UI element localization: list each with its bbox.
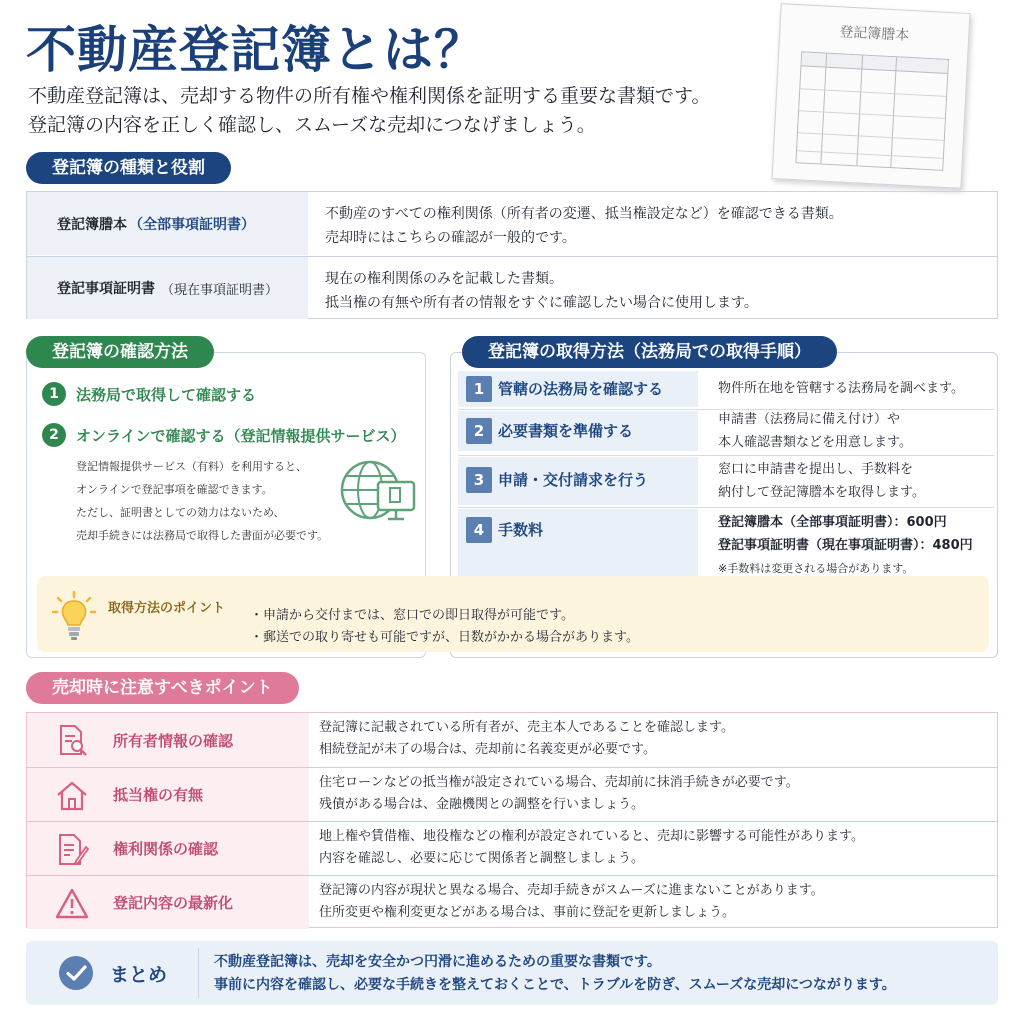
step-description-line: 申請書（法務局に備え付け）や bbox=[718, 412, 901, 427]
caution-description-line: 地上権や賃借権、地役権などの権利が設定されていると、売却に影響する可能性があります。 bbox=[319, 829, 864, 844]
table-row bbox=[27, 713, 997, 767]
check-item-number: 1 bbox=[42, 382, 66, 406]
step-description-line: 納付して登記簿謄本を取得します。 bbox=[718, 485, 925, 500]
type-description-line: 不動産のすべての権利関係（所有者の変遷、抵当権設定など）を確認できる書類。 bbox=[325, 206, 843, 222]
document-illustration-title: 登記簿謄本 bbox=[838, 24, 910, 44]
step-4 bbox=[458, 509, 698, 579]
caution-label: 権利関係の確認 bbox=[113, 840, 219, 858]
type-description-line: 現在の権利関係のみを記載した書類。 bbox=[325, 271, 563, 287]
step-1 bbox=[458, 371, 698, 407]
warning-icon bbox=[55, 887, 89, 921]
caution-description bbox=[319, 880, 824, 924]
caution-description-line: 住所変更や権利変更などがある場合は、事前に登記を更新しましょう。 bbox=[319, 905, 736, 920]
check-item-number: 2 bbox=[42, 423, 66, 447]
caution-description bbox=[319, 717, 734, 761]
table-row bbox=[27, 875, 997, 929]
document-edit-icon bbox=[55, 833, 89, 867]
check-description-line: オンラインで登記事項を確認できます。 bbox=[76, 483, 273, 496]
step-number: 3 bbox=[466, 467, 492, 493]
step-divider bbox=[458, 455, 994, 456]
type-name-main: 登記事項証明書 bbox=[57, 281, 155, 297]
document-grid bbox=[795, 51, 949, 171]
intro-line-2: 登記簿の内容を正しく確認し、スムーズな売却につなげましょう。 bbox=[28, 114, 596, 136]
fee-note: ※手数料は変更される場合があります。 bbox=[718, 562, 914, 575]
type-name-sub: （現在事項証明書） bbox=[161, 282, 279, 298]
step-number: 4 bbox=[466, 517, 492, 543]
type-name-sub: （全部事項証明書） bbox=[129, 216, 255, 233]
step-number: 1 bbox=[466, 376, 492, 402]
document-search-icon bbox=[55, 724, 89, 758]
step-description-line: 登記簿謄本（全部事項証明書）：600円 bbox=[718, 515, 947, 530]
caution-description-line: 登記簿に記載されている所有者が、売主本人であることを確認します。 bbox=[319, 720, 734, 735]
step-label: 管轄の法務局を確認する bbox=[498, 380, 664, 398]
caution-label-cell bbox=[27, 713, 309, 767]
table-row bbox=[27, 821, 997, 875]
check-heading: 登記簿の確認方法 bbox=[26, 336, 214, 368]
table-row bbox=[27, 256, 997, 319]
intro-line-1: 不動産登記簿は、売却する物件の所有権や権利関係を証明する重要な書類です。 bbox=[28, 85, 711, 107]
step-label: 申請・交付請求を行う bbox=[498, 471, 649, 489]
check-description-line: 登記情報提供サービス（有料）を利用すると、 bbox=[76, 460, 307, 473]
caution-label-cell bbox=[27, 822, 309, 875]
step-description bbox=[718, 458, 925, 504]
check-description bbox=[76, 455, 328, 547]
type-description bbox=[325, 267, 758, 315]
step-2 bbox=[458, 411, 698, 451]
registry-document-illustration bbox=[772, 3, 971, 189]
step-description bbox=[718, 408, 912, 454]
house-icon bbox=[55, 779, 89, 813]
caution-description-line: 住宅ローンなどの抵当権が設定されている場合、売却前に抹消手続きが必要です。 bbox=[319, 775, 799, 790]
step-description-line: 物件所在地を管轄する法務局を調べます。 bbox=[718, 381, 964, 396]
caution-description bbox=[319, 826, 864, 870]
summary-line: 事前に内容を確認し、必要な手続きを整えておくことで、トラブルを防ぎ、スムーズな売却につながります。 bbox=[214, 977, 896, 993]
step-label: 必要書類を準備する bbox=[498, 422, 634, 440]
globe-computer-icon bbox=[338, 456, 418, 528]
type-name bbox=[27, 257, 308, 319]
caution-description-line: 相続登記が未了の場合は、売却前に名義変更が必要です。 bbox=[319, 742, 656, 757]
table-row bbox=[27, 192, 997, 255]
summary-divider bbox=[198, 948, 199, 998]
step-description-line: 本人確認書類などを用意します。 bbox=[718, 435, 912, 450]
caution-description bbox=[319, 772, 799, 816]
intro-text bbox=[28, 82, 710, 140]
tip-label: 取得方法のポイント bbox=[108, 601, 226, 616]
types-table bbox=[26, 191, 998, 319]
step-description bbox=[718, 511, 973, 580]
check-description-line: 売却手続きには法務局で取得した書面が必要です。 bbox=[76, 529, 329, 542]
tip-line: ・郵送での取り寄せも可能ですが、日数がかかる場合があります。 bbox=[250, 630, 639, 645]
step-label: 手数料 bbox=[498, 521, 544, 539]
check-item-label: オンラインで確認する（登記情報提供サービス） bbox=[76, 427, 406, 445]
check-description-line: ただし、証明書としての効力はないため、 bbox=[76, 506, 285, 519]
summary-text bbox=[214, 951, 896, 997]
cautions-table bbox=[26, 712, 998, 928]
lightbulb-icon bbox=[52, 590, 96, 642]
check-item-label: 法務局で取得して確認する bbox=[76, 386, 257, 404]
caution-label: 所有者情報の確認 bbox=[113, 731, 234, 750]
caution-label: 抵当権の有無 bbox=[113, 786, 204, 804]
caution-description-line: 内容を確認し、必要に応じて関係者と調整しましょう。 bbox=[319, 851, 645, 866]
caution-description-line: 登記簿の内容が現状と異なる場合、売却手続きがスムーズに進まないことがあります。 bbox=[319, 883, 824, 898]
step-description bbox=[718, 377, 964, 400]
page-title: 不動産登記簿とは？ bbox=[26, 20, 485, 79]
step-3 bbox=[458, 457, 698, 505]
table-row bbox=[27, 767, 997, 821]
type-name bbox=[27, 192, 308, 255]
summary-line: 不動産登記簿は、売却を安全かつ円滑に進めるための重要な書類です。 bbox=[214, 954, 661, 970]
step-number: 2 bbox=[466, 418, 492, 444]
type-description-line: 抵当権の有無や所有者の情報をすぐに確認したい場合に使用します。 bbox=[325, 295, 758, 311]
step-description-line: 登記事項証明書（現在事項証明書）：480円 bbox=[718, 538, 973, 553]
caution-description-line: 残債がある場合は、金融機関との調整を行いましょう。 bbox=[319, 797, 645, 812]
type-description-line: 売却時にはこちらの確認が一般的です。 bbox=[325, 230, 576, 246]
type-description bbox=[325, 202, 843, 250]
caution-label-cell bbox=[27, 876, 309, 929]
step-divider bbox=[458, 507, 994, 508]
step-description-line: 窓口に申請書を提出し、手数料を bbox=[718, 462, 914, 477]
types-heading: 登記簿の種類と役割 bbox=[26, 152, 231, 184]
summary-label: まとめ bbox=[110, 964, 168, 986]
cautions-heading: 売却時に注意すべきポイント bbox=[26, 672, 299, 704]
acquire-heading: 登記簿の取得方法（法務局での取得手順） bbox=[462, 336, 837, 368]
type-name-main: 登記簿謄本 bbox=[57, 216, 127, 233]
tip-line: ・申請から交付までは、窓口での即日取得が可能です。 bbox=[250, 608, 574, 623]
caution-label-cell bbox=[27, 768, 309, 821]
caution-label: 登記内容の最新化 bbox=[113, 894, 234, 912]
checkmark-icon bbox=[58, 955, 94, 991]
